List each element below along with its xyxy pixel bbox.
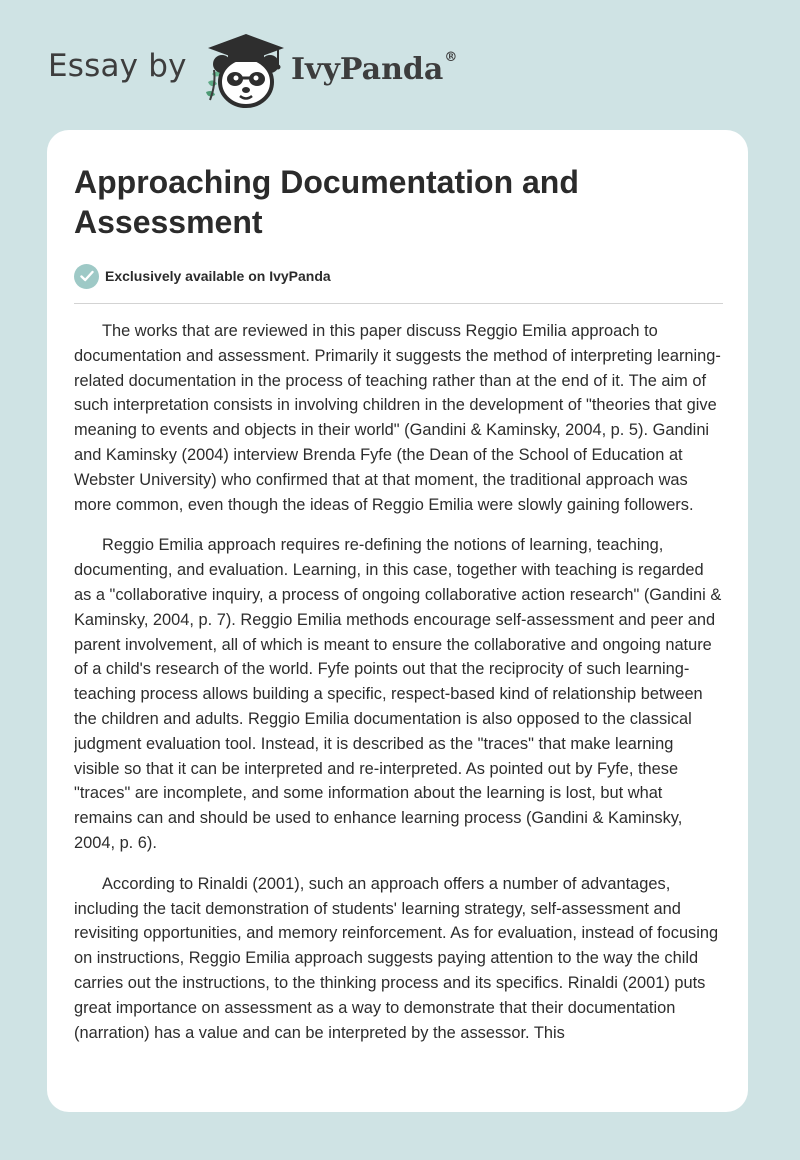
essay-body — [74, 319, 723, 1079]
brand-name[interactable] — [291, 52, 457, 87]
check-circle-icon — [74, 264, 99, 289]
paragraph: According to Rinaldi (2001), such an approach offers a number of advantages, including the tacit demonstration of students' learning strategy, self-assessment and revisiting opportunities, and memory reinforcement. As for evaluation, instead of focusing on instructions, Reggio Emilia approach suggests paying attention to the way the child carries out the instructions, to the thinking process and its specifics. Rinaldi (2001) puts great importance on assessment as a way to demonstrate that their documentation (narration) has a value and can be interpreted by the assessor. This — [74, 874, 719, 1042]
essay-card — [47, 130, 748, 1112]
paragraph: Reggio Emilia approach requires re-defining the notions of learning, teaching, documenting, and evaluation. Learning, in this case, together with teaching is regarded as a "collaborative inquiry, a process of ongoing collaborative action research" (Gandini & Kaminsky, 2004, p. 7). Reggio Emilia methods encourage self-assessment and peer and parent involvement, all of which is meant to ensure the collaborative and ongoing nature of a child's research of the world. Fyfe points out that the reciprocity of such learning-teaching process allows building a specific, respect-based kind of relationship between the children and adults. Reggio Emilia documentation is also opposed to the classical judgment evaluation tool. Instead, it is described as the "traces" that make learning visible so that it can be interpreted and re-interpreted. As pointed out by Fyfe, these "traces" are incomplete, and some information about the learning is lost, but what remains can and should be used to enhance learning process (Gandini & Kaminsky, 2004, p. 6). — [74, 536, 722, 852]
brand-name-text: IvyPanda — [291, 52, 444, 87]
title-divider — [74, 303, 723, 304]
registered-mark: ® — [444, 50, 458, 65]
page-title: Approaching Documentation and Assessment — [74, 164, 579, 240]
paragraph: The works that are reviewed in this paper discuss Reggio Emilia approach to documentation and assessment. Primarily it suggests the method of interpreting learning-related documentation in the process of teaching rather than at the end of it. The aim of such interpretation consists in involving children in the development of "theories that give meaning to events and objects in their world" (Gandini & Kaminsky, 2004, p. 5). Gandini and Kaminsky (2004) interview Brenda Fyfe (the Dean of the School of Education at Webster University) who confirmed that at that moment, the traditional approach was more common, even though the ideas of Reggio Emilia were slowly gaining followers. — [74, 322, 721, 514]
exclusive-badge-text: Exclusively available on IvyPanda — [105, 268, 331, 284]
exclusive-badge — [74, 263, 331, 289]
panda-graduation-cap-icon[interactable] — [198, 30, 288, 110]
site-header — [48, 30, 548, 110]
essay-by-label: Essay by — [48, 48, 187, 84]
